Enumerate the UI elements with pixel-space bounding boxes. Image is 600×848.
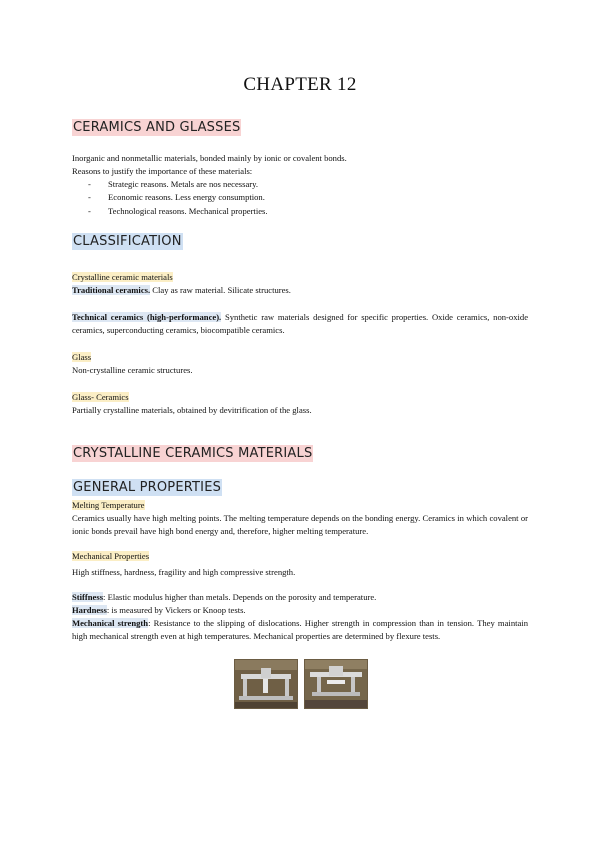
heading-classification: CLASSIFICATION bbox=[73, 234, 182, 249]
traditional-ceramics-term: Traditional ceramics. bbox=[72, 285, 151, 295]
list-item bbox=[88, 178, 268, 191]
reason-text: Strategic reasons. Metals are nos necessary. bbox=[108, 179, 259, 189]
melting-temperature-text: Ceramics usually have high melting points. The melting temperature depends on the bonding energy. Ceramics in which covalent or ionic bonds prevail have high bond energy and, therefore, higher melting temperature. bbox=[72, 513, 528, 537]
melting-temperature-label: Melting Temperature bbox=[72, 500, 145, 510]
glass-text: Non-crystalline ceramic structures. bbox=[72, 365, 193, 375]
reasons-list bbox=[88, 178, 268, 218]
reason-text: Technological reasons. Mechanical properties. bbox=[108, 205, 268, 216]
bullet-dash: - bbox=[88, 179, 91, 189]
mechanical-properties-label: Mechanical Properties bbox=[72, 551, 150, 561]
mechanical-strength-paragraph: Mechanical strength: Resistance to the slipping of dislocations. Higher strength in compression than in tension. They maintain high mechanical strength even at high temperatures. Mechanical properties are determined by flexure tests. bbox=[72, 618, 528, 642]
hardness-term: Hardness bbox=[72, 605, 107, 615]
chapter-title: CHAPTER 12 bbox=[243, 74, 357, 95]
stiffness-term: Stiffness bbox=[72, 592, 104, 602]
flexure-test-photo-right bbox=[304, 659, 368, 709]
hardness-line: Hardness: is measured by Vickers or Knoop tests. bbox=[72, 605, 246, 615]
bullet-dash: - bbox=[88, 192, 91, 203]
glass-ceramics-label: Glass- Ceramics bbox=[72, 392, 129, 402]
intro-line-1: Inorganic and nonmetallic materials, bonded mainly by ionic or covalent bonds. bbox=[72, 153, 347, 163]
list-item bbox=[88, 191, 268, 204]
intro-line-2: Reasons to justify the importance of these materials: bbox=[72, 166, 253, 176]
heading-crystalline-ceramics-materials: CRYSTALLINE CERAMICS MATERIALS bbox=[73, 446, 313, 461]
flexure-test-photos bbox=[234, 659, 368, 709]
bullet-dash: - bbox=[88, 205, 91, 216]
crystalline-ceramic-label: Crystalline ceramic materials bbox=[72, 272, 173, 282]
mechanical-properties-text: High stiffness, hardness, fragility and high compressive strength. bbox=[72, 567, 296, 577]
technical-ceramics-term: Technical ceramics (high-performance). bbox=[72, 312, 222, 322]
technical-ceramics-paragraph: Technical ceramics (high-performance). Synthetic raw materials designed for specific properties. Oxide ceramics, non-oxide ceramics, superconducting ceramics, biocompatible ceramics. bbox=[72, 312, 529, 336]
glass-ceramics-text: Partially crystalline materials, obtained by devitrification of the glass. bbox=[72, 405, 312, 415]
heading-general-properties: GENERAL PROPERTIES bbox=[73, 480, 222, 495]
flexure-test-icon bbox=[235, 660, 297, 708]
heading-ceramics-and-glasses: CERAMICS AND GLASSES bbox=[73, 120, 241, 135]
flexure-test-photo-left bbox=[234, 659, 298, 709]
mechanical-strength-term: Mechanical strength bbox=[72, 618, 149, 628]
glass-label: Glass bbox=[72, 352, 92, 362]
stiffness-line: Stiffness: Elastic modulus higher than metals. Depends on the porosity and temperature. bbox=[72, 592, 377, 602]
list-item bbox=[88, 205, 268, 218]
traditional-ceramics-line: Traditional ceramics. Clay as raw material. Silicate structures. bbox=[72, 285, 291, 295]
reason-text: Economic reasons. Less energy consumption. bbox=[108, 192, 265, 203]
flexure-test-icon bbox=[305, 660, 367, 708]
